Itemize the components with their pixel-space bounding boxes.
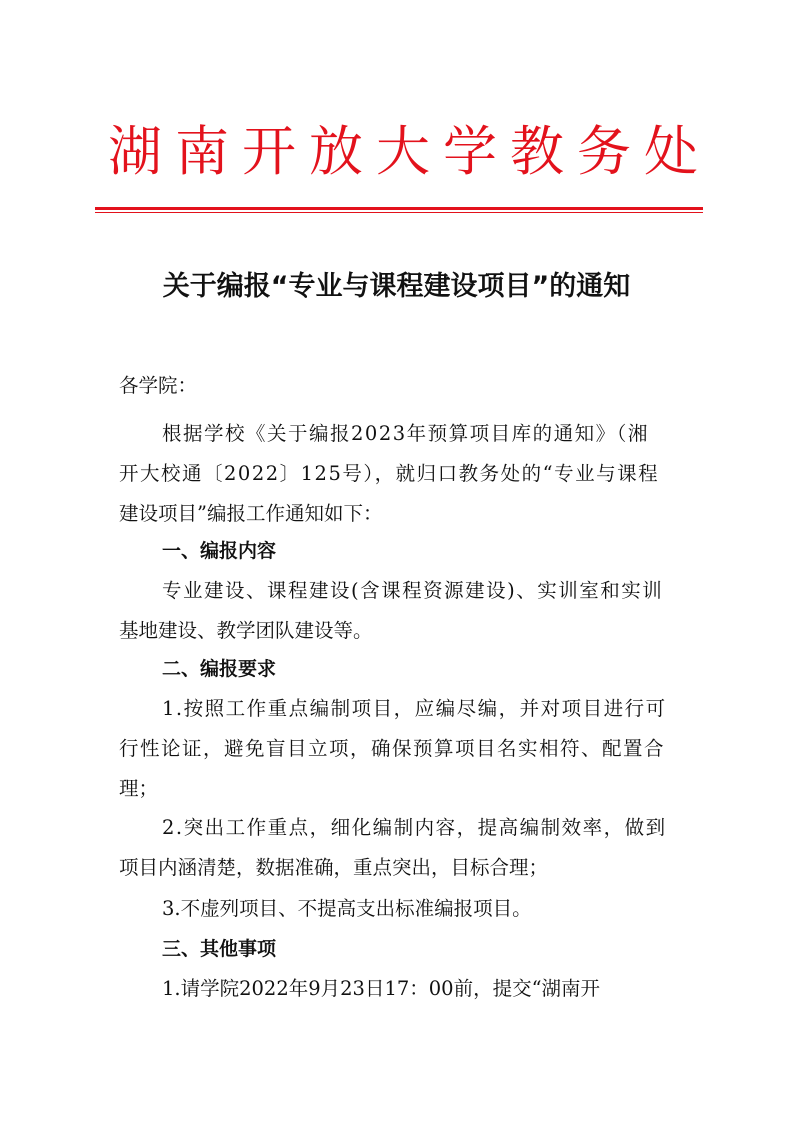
section-heading-2 (119, 649, 679, 689)
text-line: 项目内涵清楚，数据准确，重点突出，目标合理； (119, 856, 549, 879)
section-3-item-1 (119, 969, 679, 1009)
text-line: 行性论证，避免盲目立项，确保预算项目名实相符、配置合 (119, 737, 666, 760)
text-line: 基地建设、教学团队建设等。 (119, 619, 373, 642)
text-line: 根据学校《关于编报2023年预算项目库的通知》（湘 (162, 422, 649, 445)
text-line: 专业建设、课程建设(含课程资源建设)、实训室和实训 (162, 579, 664, 602)
masthead-rule-thick (95, 207, 703, 210)
text-line: 1.按照工作重点编制项目，应编尽编，并对项目进行可 (162, 697, 667, 720)
section-2-item-2 (119, 808, 679, 888)
text-line: 3.不虚列项目、不提高支出标准编报项目。 (162, 897, 532, 920)
document-title: 关于编报“专业与课程建设项目”的通知 (162, 271, 631, 302)
masthead-title: 湖南开放大学教务处 (108, 120, 711, 183)
section-heading-1 (119, 531, 679, 571)
section-2-item-3 (119, 889, 679, 929)
section-1-content (119, 571, 679, 651)
text-line: 理； (119, 777, 159, 800)
salutation: 各学院： (119, 374, 198, 397)
heading-text: 二、编报要求 (162, 658, 277, 680)
text-line: 2.突出工作重点，细化编制内容，提高编制效率，做到 (162, 816, 667, 839)
heading-text: 一、编报内容 (162, 540, 277, 562)
paragraph-intro (119, 414, 679, 534)
masthead-rule-thin (95, 212, 703, 213)
section-2-item-1 (119, 689, 679, 809)
section-heading-3 (119, 929, 679, 969)
text-line: 1.请学院2022年9月23日17：00前，提交“湖南开 (162, 977, 601, 1000)
text-line: 开大校通〔2022〕125号），就归口教务处的“专业与课程 (119, 462, 660, 485)
text-line: 建设项目”编报工作通知如下： (119, 502, 383, 525)
heading-text: 三、其他事项 (162, 938, 277, 960)
